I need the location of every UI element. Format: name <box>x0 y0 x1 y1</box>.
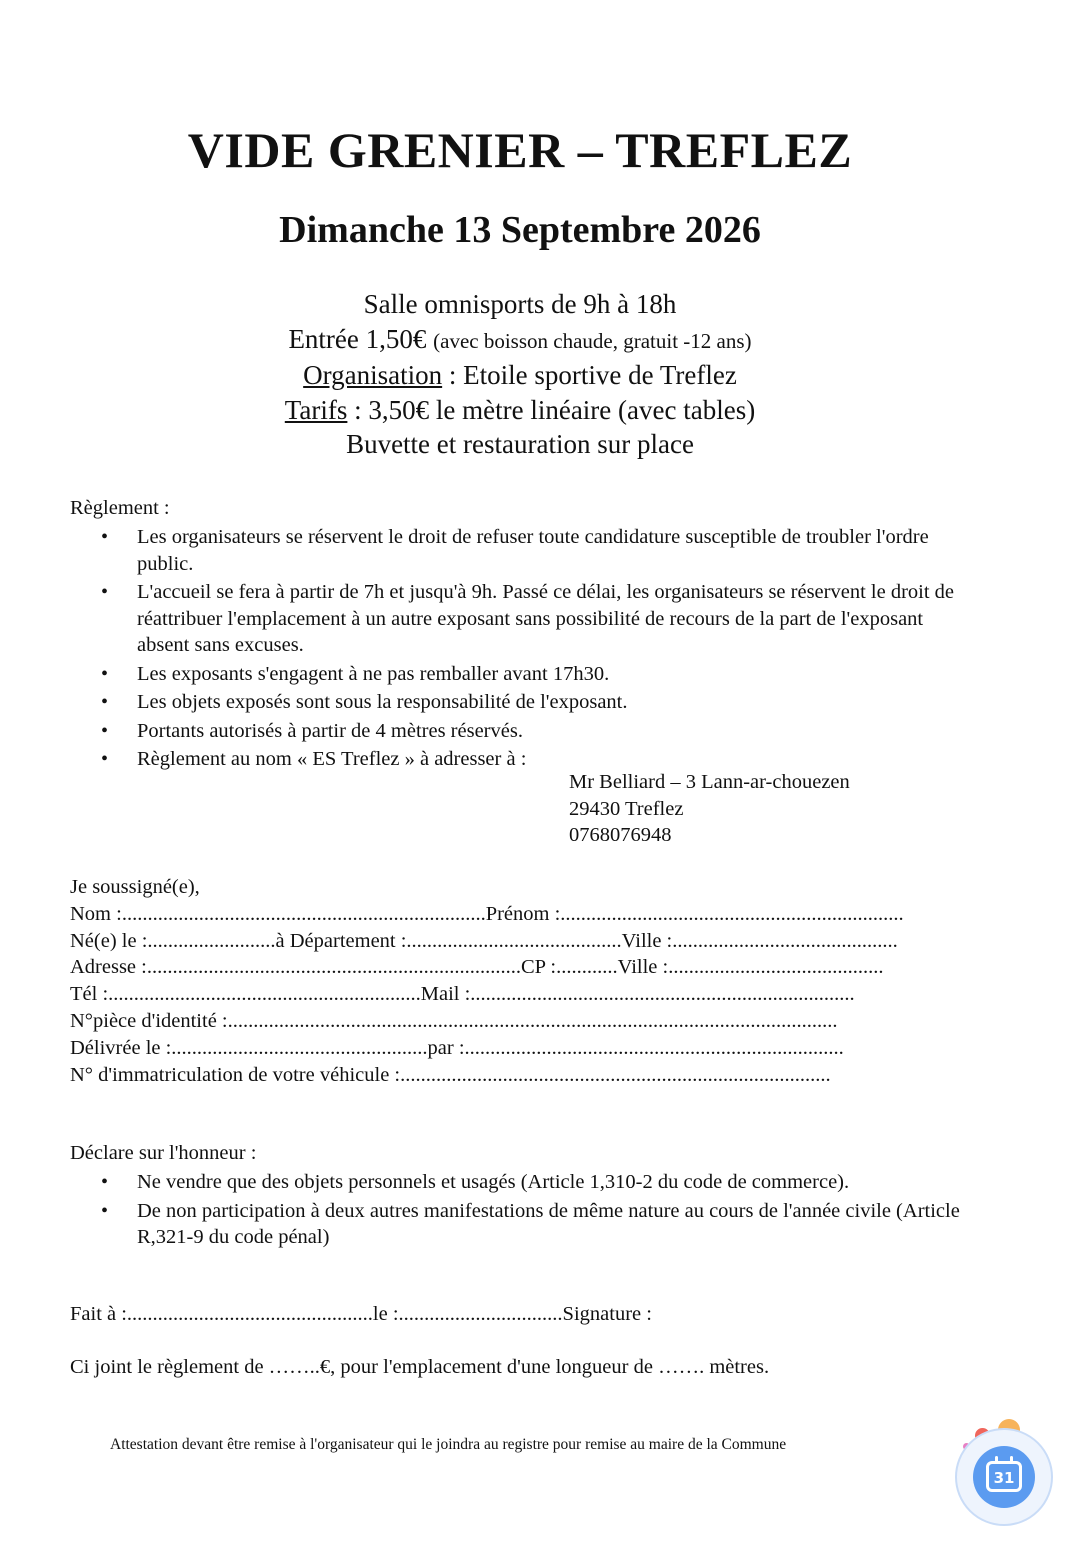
event-info <box>0 287 1040 462</box>
registration-form <box>70 874 970 1088</box>
signature-line: Fait à :................................................le :................................Signature : <box>70 1303 652 1325</box>
form-line-contact: Tél :.............................................................Mail :........................................................................... <box>70 983 855 1006</box>
tarifs-value: : 3,50€ le mètre linéaire (avec tables) <box>347 394 756 425</box>
bullet-icon: • <box>101 748 109 770</box>
venue-line: Salle omnisports de 9h à 18h <box>363 289 677 319</box>
rules-heading: Règlement : <box>70 497 170 519</box>
mailing-address <box>569 769 850 849</box>
bullet-icon: • <box>101 1199 109 1222</box>
calendar-badge-button[interactable] <box>955 1428 1053 1526</box>
tarifs-label: Tarifs <box>284 394 348 425</box>
buvette-line: Buvette et restauration sur place <box>346 429 694 459</box>
form-line-vehicle: N° d'immatriculation de votre véhicule :.................................................................................... <box>70 1063 831 1086</box>
rule-text: L'accueil se fera à partir de 7h et jusqu'à 9h. Passé ce délai, les organisateurs se réservent le droit de réattribuer l'emplacement à un autre exposant sans possibilité de recours de la part de l'exposant absent sans excuses. <box>137 581 955 656</box>
form-line-id: N°pièce d'identité :....................................................................................................................... <box>70 1009 838 1032</box>
bullet-icon: • <box>101 1171 109 1193</box>
form-line-birth: Né(e) le :.........................à Département :..........................................Ville :............................................ <box>70 929 898 952</box>
entry-line <box>0 322 1040 359</box>
list-item <box>70 1169 970 1196</box>
calendar-badge-circle <box>973 1446 1035 1508</box>
attestation-note: Attestation devant être remise à l'organisateur qui le joindra au registre pour remise au maire de la Commune <box>110 1436 787 1453</box>
rules-list <box>70 524 970 775</box>
bullet-icon: • <box>101 581 109 603</box>
bullet-icon: • <box>101 719 109 742</box>
list-item <box>70 689 970 716</box>
address-line-1: Mr Belliard – 3 Lann-ar-chouezen <box>569 771 850 793</box>
rule-text: Les exposants s'engagent à ne pas remballer avant 17h30. <box>137 662 610 685</box>
form-intro: Je soussigné(e), <box>70 876 200 898</box>
list-item <box>70 718 970 745</box>
declaration-heading: Déclare sur l'honneur : <box>70 1142 257 1164</box>
list-item <box>70 524 970 577</box>
list-item <box>70 661 970 688</box>
declaration-text: Ne vendre que des objets personnels et usagés (Article 1,310-2 du code de commerce). <box>137 1171 850 1193</box>
bullet-icon: • <box>101 691 109 713</box>
rule-text: Les organisateurs se réservent le droit de refuser toute candidature susceptible de troubler l'ordre public. <box>137 526 929 575</box>
organisation-label: Organisation <box>303 360 443 390</box>
event-date: Dimanche 13 Septembre 2026 <box>279 209 761 251</box>
entry-price: Entrée 1,50€ <box>288 323 427 354</box>
form-line-address: Adresse :.........................................................................CP :............Ville :.......................................... <box>70 956 884 979</box>
payment-line: Ci joint le règlement de ……..€, pour l'emplacement d'une longueur de ……. mètres. <box>70 1356 770 1378</box>
list-item <box>70 1198 970 1251</box>
calendar-icon <box>986 1461 1022 1492</box>
tarifs-line <box>0 393 1040 428</box>
form-line-issued: Délivrée le :..................................................par :.......................................................................... <box>70 1036 844 1059</box>
rule-text: Portants autorisés à partir de 4 mètres réservés. <box>137 719 523 742</box>
rule-text: Les objets exposés sont sous la responsabilité de l'exposant. <box>137 691 628 713</box>
page-title: VIDE GRENIER – TREFLEZ <box>187 122 853 178</box>
form-line-name: Nom :.......................................................................Prénom :................................................................... <box>70 902 904 925</box>
entry-note: (avec boisson chaude, gratuit -12 ans) <box>433 328 752 353</box>
address-phone: 0768076948 <box>569 824 672 846</box>
rule-text: Règlement au nom « ES Treflez » à adresser à : <box>137 748 527 770</box>
declaration-text: De non participation à deux autres manifestations de même nature au cours de l'année civile (Article R,321-9 du code pénal) <box>137 1199 960 1248</box>
address-line-2: 29430 Treflez <box>569 797 684 820</box>
calendar-day: 31 <box>993 1469 1015 1487</box>
bullet-icon: • <box>101 662 109 685</box>
declaration-list <box>70 1169 970 1253</box>
organisation-value: : Etoile sportive de Treflez <box>442 360 737 390</box>
organisation-line <box>0 358 1040 393</box>
bullet-icon: • <box>101 526 109 548</box>
list-item <box>70 579 970 659</box>
